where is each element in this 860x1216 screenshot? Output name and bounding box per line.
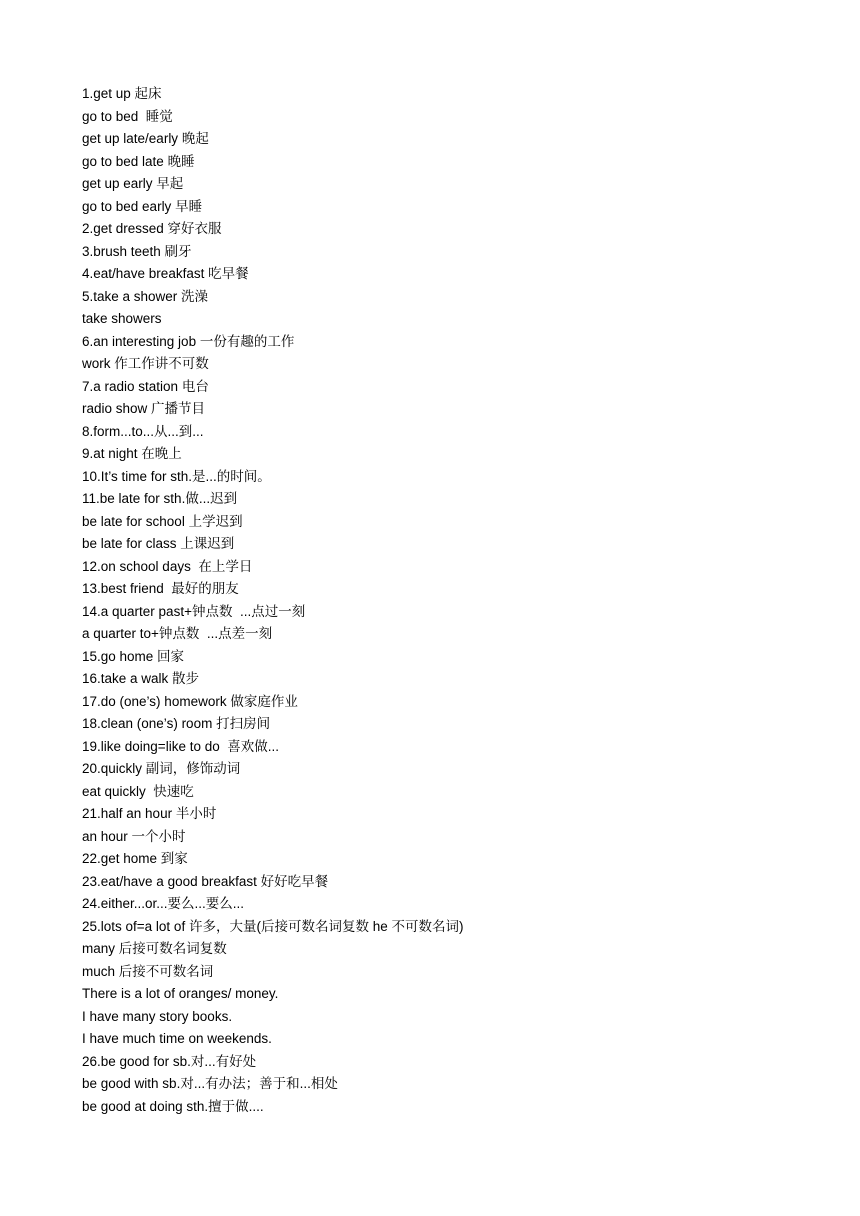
list-item: 2.get dressed 穿好衣服 [82, 221, 222, 236]
list-item: There is a lot of oranges/ money. [82, 986, 279, 1001]
list-item: work 作工作讲不可数 [82, 356, 209, 371]
list-item: 14.a quarter past+钟点数 ...点过一刻 [82, 603, 306, 619]
list-item: 13.best friend 最好的朋友 [82, 581, 239, 596]
list-item: 19.like doing=like to do 喜欢做... [82, 738, 279, 754]
list-item: get up late/early 晚起 [82, 131, 209, 146]
list-item: 20.quickly 副词，修饰动词 [82, 761, 241, 776]
list-item: 10.It’s time for sth.是...的时间。 [82, 468, 271, 484]
list-item: 3.brush teeth 刷牙 [82, 243, 192, 259]
list-item: I have much time on weekends. [82, 1031, 272, 1046]
list-item: 5.take a shower 洗澡 [82, 288, 209, 304]
list-item: 21.half an hour 半小时 [82, 806, 217, 821]
vocabulary-list [82, 83, 463, 1118]
list-item: 24.either...or...要么...要么... [82, 896, 245, 911]
list-item: much 后接不可数名词 [82, 963, 214, 979]
list-item: 22.get home 到家 [82, 851, 188, 866]
list-item: 9.at night 在晚上 [82, 446, 182, 461]
list-item: 25.lots of=a lot of 许多，大量(后接可数名词复数 he 不可数名词) [82, 918, 464, 934]
list-item: 17.do (one’s) homework 做家庭作业 [82, 693, 298, 709]
list-item: 7.a radio station 电台 [82, 378, 209, 394]
list-item: take showers [82, 311, 162, 326]
list-item: 8.form...to...从...到... [82, 423, 204, 439]
list-item: go to bed early 早睡 [82, 198, 203, 214]
list-item: 18.clean (one’s) room 打扫房间 [82, 716, 271, 731]
list-item: 1.get up 起床 [82, 86, 162, 101]
list-item: many 后接可数名词复数 [82, 941, 227, 956]
list-item: be late for class 上课迟到 [82, 536, 235, 551]
list-item: 15.go home 回家 [82, 648, 185, 664]
list-item: go to bed 睡觉 [82, 108, 173, 124]
list-item: get up early 早起 [82, 176, 184, 191]
list-item: 12.on school days 在上学日 [82, 558, 253, 574]
list-item: eat quickly 快速吃 [82, 783, 194, 799]
list-item: 4.eat/have breakfast 吃早餐 [82, 266, 249, 281]
list-item: be good with sb.对...有办法；善于和...相处 [82, 1076, 338, 1091]
list-item: 11.be late for sth.做...迟到 [82, 491, 238, 506]
list-item: 6.an interesting job 一份有趣的工作 [82, 333, 295, 349]
list-item: an hour 一个小时 [82, 828, 186, 844]
list-item: radio show 广播节目 [82, 401, 206, 416]
list-item: be late for school 上学迟到 [82, 513, 243, 529]
list-item: 23.eat/have a good breakfast 好好吃早餐 [82, 873, 329, 889]
list-item: go to bed late 晚睡 [82, 153, 195, 169]
list-item: 16.take a walk 散步 [82, 671, 200, 686]
list-item: I have many story books. [82, 1008, 233, 1024]
list-item: be good at doing sth.擅于做.... [82, 1098, 264, 1114]
list-item: 26.be good for sb.对...有好处 [82, 1053, 257, 1069]
list-item: a quarter to+钟点数 ...点差一刻 [82, 626, 273, 641]
